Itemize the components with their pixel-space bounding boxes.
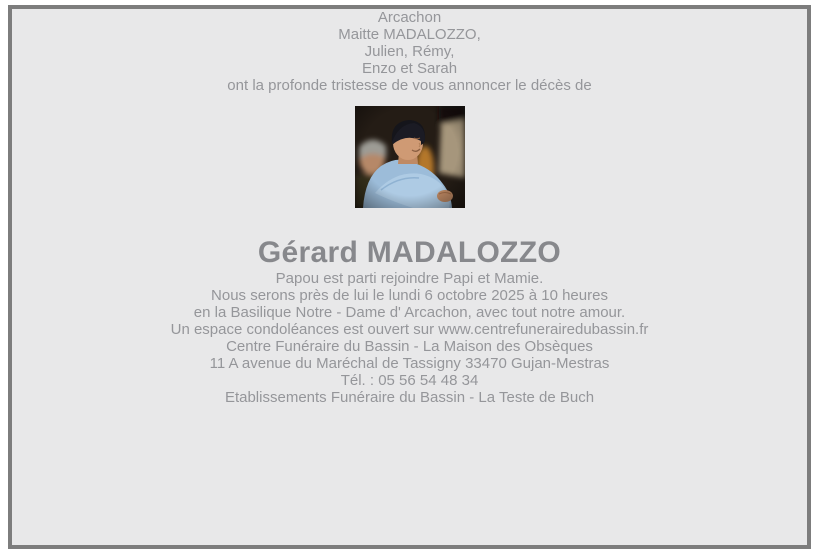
death-announcement-card bbox=[8, 5, 811, 549]
ceremony-line: Nous serons près de lui le lundi 6 octobre 2025 à 10 heures bbox=[211, 287, 608, 304]
family-line: Julien, Rémy, bbox=[364, 43, 455, 60]
establishment-line: Etablissements Funéraire du Bassin - La Teste de Buch bbox=[224, 389, 595, 406]
deceased-photo bbox=[355, 106, 465, 208]
photo-container bbox=[12, 106, 807, 208]
deceased-name-heading: Gérard MADALOZZO bbox=[257, 236, 562, 269]
family-line: Enzo et Sarah bbox=[361, 60, 458, 77]
ceremony-line: en la Basilique Notre - Dame d' Arcachon, avec tout notre amour. bbox=[193, 304, 626, 321]
funeral-home-address: 11 A avenue du Maréchal de Tassigny 33470 Gujan-Mestras bbox=[209, 355, 610, 372]
family-line: Maitte MADALOZZO, bbox=[338, 26, 481, 43]
city-line: Arcachon bbox=[377, 9, 442, 26]
funeral-home-phone: Tél. : 05 56 54 48 34 bbox=[340, 372, 479, 389]
condolences-url-link[interactable]: www.centrefunerairedubassin.fr bbox=[438, 321, 649, 338]
condolences-line bbox=[12, 321, 807, 338]
family-names bbox=[12, 26, 807, 77]
funeral-home-line: Centre Funéraire du Bassin - La Maison des Obsèques bbox=[226, 338, 593, 355]
funeral-home-details bbox=[12, 338, 807, 389]
condolences-text: Un espace condoléances est ouvert sur bbox=[170, 321, 439, 338]
ceremony-details bbox=[12, 287, 807, 321]
announcement-intro: ont la profonde tristesse de vous annoncer le décès de bbox=[227, 77, 592, 94]
tribute-line: Papou est parti rejoindre Papi et Mamie. bbox=[275, 270, 544, 287]
